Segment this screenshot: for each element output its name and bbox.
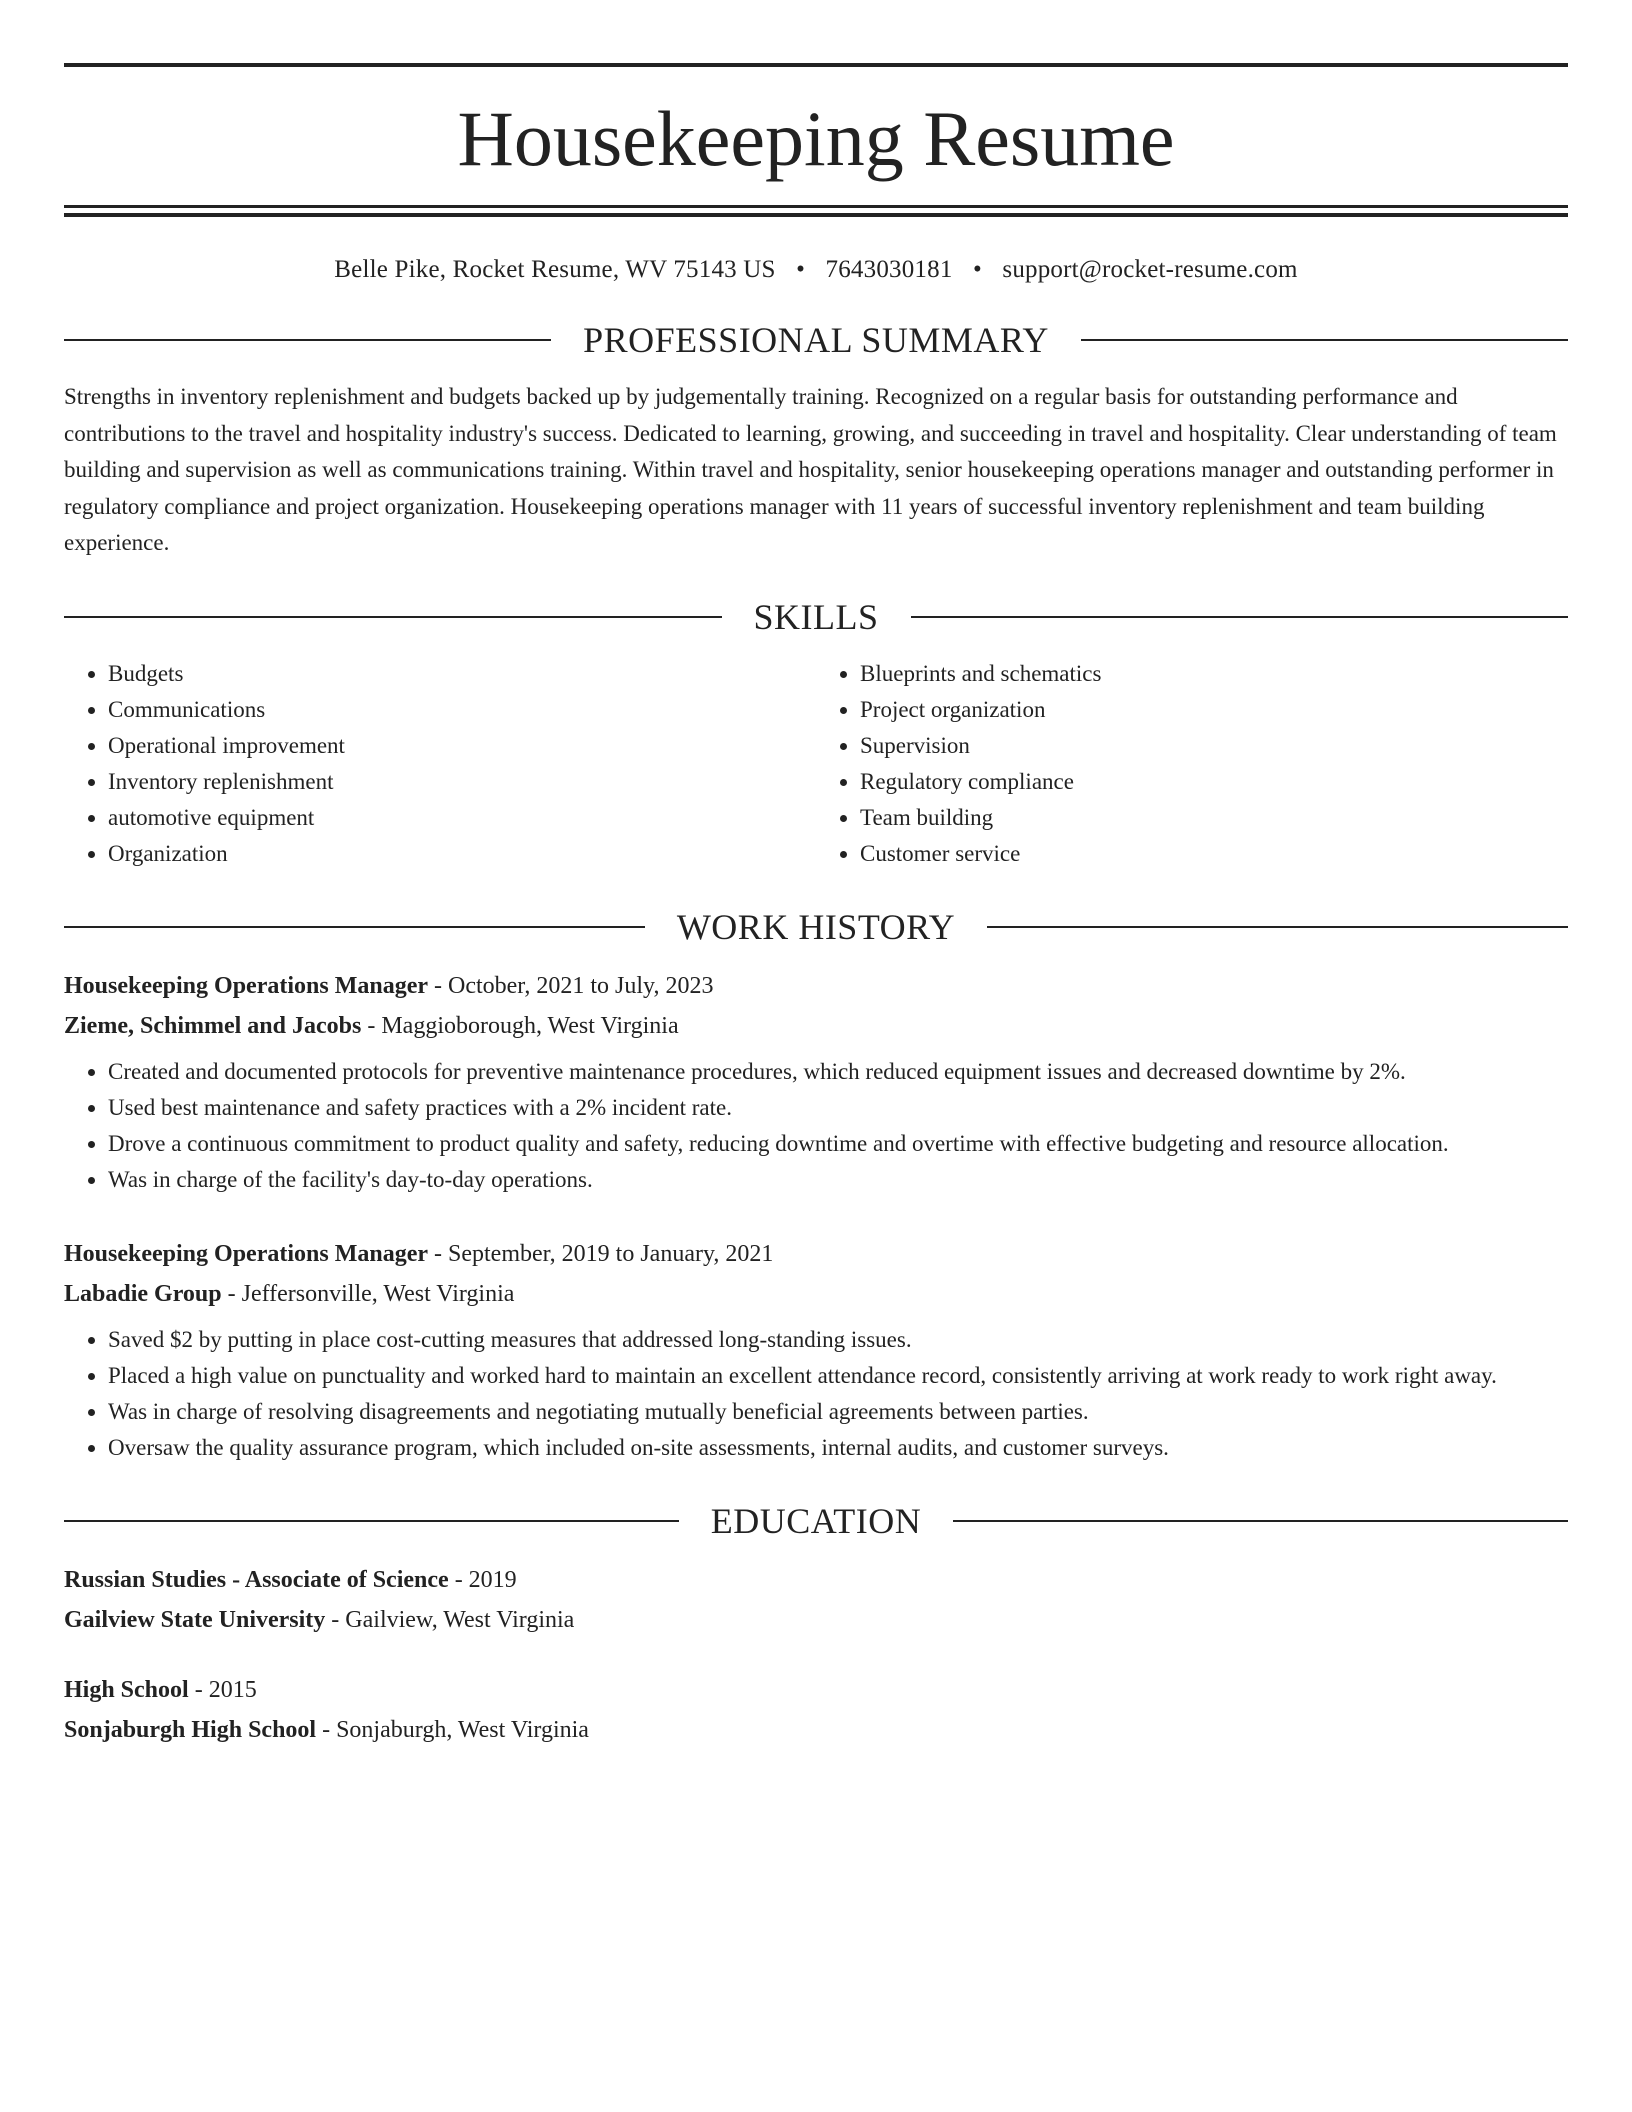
education-degree: Russian Studies - Associate of Science [64,1566,449,1593]
skills-column-left [64,656,816,872]
job-title-line [64,1234,1568,1274]
job-bullets [64,1054,1568,1198]
skill-item: • Customer service [860,836,1568,872]
heading-rule-left [64,616,722,618]
section-heading-summary [64,319,1568,361]
section-title: PROFESSIONAL SUMMARY [583,320,1049,360]
education-degree-line [64,1670,1568,1710]
section-heading-skills [64,596,1568,638]
job-entry [64,1234,1568,1466]
contact-phone: 7643030181 [825,256,953,283]
job-bullet: • Used best maintenance and safety practices with a 2% incident rate. [108,1090,1568,1126]
education-entry [64,1560,1568,1640]
skills-list [64,656,1568,872]
job-bullet: • Was in charge of resolving disagreements and negotiating mutually beneficial agreements between parties. [108,1394,1568,1430]
job-company: Labadie Group [64,1280,222,1307]
job-bullet: • Drove a continuous commitment to product quality and safety, reducing downtime and overtime with effective budgeting and resource allocation. [108,1126,1568,1162]
job-bullet: • Placed a high value on punctuality and worked hard to maintain an excellent attendance record, consistently arriving at work ready to work right away. [108,1358,1568,1394]
job-dates: - October, 2021 to July, 2023 [428,972,714,999]
skill-item: • Team building [860,800,1568,836]
job-title: Housekeeping Operations Manager [64,972,428,999]
contact-line [64,255,1568,285]
education-year: - 2019 [448,1566,517,1593]
skill-item: • Project organization [860,692,1568,728]
heading-rule-right [911,616,1569,618]
skill-item: • Blueprints and schematics [860,656,1568,692]
section-heading-education [64,1500,1568,1542]
heading-rule-right [953,1520,1568,1522]
section-title: EDUCATION [710,1500,922,1541]
job-company: Zieme, Schimmel and Jacobs [64,1012,362,1039]
job-entry [64,966,1568,1198]
job-bullets [64,1322,1568,1466]
education-school-line [64,1600,1568,1640]
contact-address: Belle Pike, Rocket Resume, WV 75143 US [334,256,776,283]
contact-separator: • [796,256,806,283]
skill-item: • Regulatory compliance [860,764,1568,800]
education-degree-line [64,1560,1568,1600]
job-company-line [64,1274,1568,1314]
education-degree: High School [64,1676,189,1703]
job-bullet: • Saved $2 by putting in place cost-cutting measures that addressed long-standing issues. [108,1322,1568,1358]
education-school: Gailview State University [64,1606,326,1633]
job-bullet: • Was in charge of the facility's day-to-day operations. [108,1162,1568,1198]
skill-item: • automotive equipment [108,800,816,836]
skill-item: • Communications [108,692,816,728]
education-entry [64,1670,1568,1750]
job-dates: - September, 2019 to January, 2021 [428,1240,774,1267]
job-location: - Maggioborough, West Virginia [361,1012,679,1039]
heading-rule-left [64,926,645,928]
skill-item: • Inventory replenishment [108,764,816,800]
job-title: Housekeeping Operations Manager [64,1240,428,1267]
skill-item: • Supervision [860,728,1568,764]
contact-separator: • [972,256,982,283]
education-school: Sonjaburgh High School [64,1716,317,1743]
skill-item: • Organization [108,836,816,872]
education-year: - 2015 [188,1676,257,1703]
job-company-line [64,1006,1568,1046]
job-bullet: • Created and documented protocols for preventive maintenance procedures, which reduced equipment issues and decreased downtime by 2%. [108,1054,1568,1090]
section-title: WORK HISTORY [676,906,956,947]
resume-title: Housekeeping Resume [457,95,1175,182]
education-location: - Sonjaburgh, West Virginia [316,1716,589,1743]
heading-rule-right [1081,339,1568,341]
section-heading-work [64,906,1568,948]
heading-rule-left [64,1520,679,1522]
job-bullet: • Oversaw the quality assurance program, which included on-site assessments, internal audits, and customer surveys. [108,1430,1568,1466]
title-double-rule [64,205,1568,217]
contact-email: support@rocket-resume.com [1002,256,1298,283]
job-title-line [64,966,1568,1006]
section-title: SKILLS [753,596,879,637]
skill-item: • Operational improvement [108,728,816,764]
skill-item: • Budgets [108,656,816,692]
education-school-line [64,1710,1568,1750]
top-rule [64,63,1568,67]
job-location: - Jeffersonville, West Virginia [221,1280,515,1307]
heading-rule-right [987,926,1568,928]
heading-rule-left [64,339,551,341]
education-location: - Gailview, West Virginia [325,1606,575,1633]
skills-column-right [816,656,1568,872]
summary-text: Strengths in inventory replenishment and budgets backed up by judgementally training. Recognized on a regular basis for outstanding performance and contributions to the travel and hospitality industry's success. Dedicated to learning, growing, and succeeding in travel and hospitality. Clear understanding of team building and supervision as well as communications training. Within travel and hospitality, senior housekeeping operations manager and outstanding performer in regulatory compliance and project organization. Housekeeping operations manager with 11 years of successful inventory replenishment and team building experience. [64,384,1557,555]
